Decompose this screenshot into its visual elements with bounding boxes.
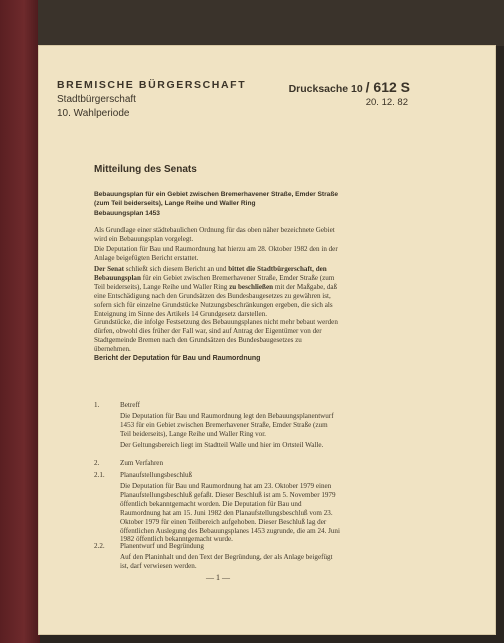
document-page xyxy=(38,45,496,635)
section-21-heading: Planaufstellungsbeschluß xyxy=(120,471,193,479)
page-number: — 1 — xyxy=(206,573,230,582)
section-1-text2: Der Geltungsbereich liegt im Stadtteil Walle und hier im Ortsteil Walle. xyxy=(120,441,324,449)
document-reference xyxy=(289,79,410,108)
section-1-number: 1. xyxy=(94,401,100,409)
section-1-text: Die Deputation für Bau und Raumordnung legt den Bebauungsplanentwurf 1453 für ein Gebiet zwischen Bremerhavener Straße, Emder Straße (zum Teil beiderseits), Lange Reihe und Waller Ring vor. xyxy=(120,412,334,438)
section-2-number: 2. xyxy=(94,459,100,467)
paragraph-3-senat: Der Senat xyxy=(94,265,125,273)
report-title: Bericht der Deputation für Bau und Raumordnung xyxy=(94,355,261,362)
section-2-heading: Zum Verfahren xyxy=(120,459,164,467)
drucksache xyxy=(289,79,410,95)
section-22-number: 2.2. xyxy=(94,542,105,550)
org-name: BREMISCHE BÜRGERSCHAFT xyxy=(57,79,247,91)
paragraph-3-request: bittet die Stadtbürgerschaft, den Bebauungsplan xyxy=(94,265,327,282)
drucksache-label: Drucksache 10 xyxy=(288,83,363,95)
org-body: Stadtbürgerschaft xyxy=(57,94,136,105)
doc-title: Mitteilung des Senats xyxy=(94,164,197,175)
document-date: 20. 12. 82 xyxy=(365,97,408,108)
section-22-text: Auf den Planinhalt und den Text der Begründung, der als Anlage beigefügt ist, darf verwiesen werden. xyxy=(120,553,333,570)
drucksache-number: / 612 S xyxy=(365,79,410,95)
paragraph-4: Grundstücke, die infolge Festsetzung des Bebauungsplanes nicht mehr bebaut werden dürfen, obwohl dies früher der Fall war, sind auf Antrag der Eigentümer von der Stadtgemeinde Bremen nach den Grundsätzen des Bundesbaugesetzes zu übernehmen. xyxy=(94,318,338,353)
binder-spine xyxy=(0,0,40,643)
paragraph-3-text-c: mit der Maßgabe, daß eine Entschädigung nach den Grundsätzen des Bundesbaugesetzes zu gewähren ist, sofern sich für einzelne Grundstücke Nutzungsbeschränkungen ergeben, die sich als Enteignung im Sinne des Artikels 14 Grundgesetz darstellen. xyxy=(94,282,338,318)
subject-block xyxy=(94,191,340,217)
paragraph-3-resolve: zu beschließen xyxy=(229,282,274,291)
period: 10. Wahlperiode xyxy=(57,108,130,119)
section-21-text: Die Deputation für Bau und Raumordnung hat am 23. Oktober 1979 einen Planaufstellungsbeschluß gefaßt. Dieser Beschluß ist am 5. November 1979 öffentlich bekanntgemacht worden. Die Deputation für Bau und Raumordnung hat am 15. Juni 1982 den Planaufstellungsbeschluß vom 23. Oktober 1979 für einen Teilbereich aufgehoben. Dieser Beschluß lag der öffentlichen Auslegung des Bebauungsplanes 1453 zugrunde, die am 24. Juni 1982 öffentlich bekanntgemacht wurde. xyxy=(120,482,340,544)
section-21-number: 2.1. xyxy=(94,471,105,479)
paragraph-3 xyxy=(94,265,340,318)
paragraph-3-text-a: schließt sich diesem Bericht an und xyxy=(124,265,229,273)
paragraph-3-text-b: für ein Gebiet zwischen Bremerhavener Straße, Emder Straße (zum Teil beiderseits), Lange Reihe und Waller Ring xyxy=(94,273,335,291)
letterhead xyxy=(57,79,246,119)
paragraph-2: Die Deputation für Bau und Raumordnung hat hierzu am 28. Oktober 1982 den in der Anlage beigefügten Bericht erstattet. xyxy=(94,245,338,262)
plan-number: Bebauungsplan 1453 xyxy=(94,210,160,218)
paragraph-1: Als Grundlage einer städtebaulichen Ordnung für das oben näher bezeichnete Gebiet wird ein Bebauungsplan vorgelegt. xyxy=(94,226,335,243)
subject-line: Bebauungsplan für ein Gebiet zwischen Bremerhavener Straße, Emder Straße (zum Teil beiderseits), Lange Reihe und Waller Ring xyxy=(94,191,339,207)
section-22-heading: Planentwurf und Begründung xyxy=(120,542,204,550)
section-1-heading: Betreff xyxy=(120,401,140,409)
background-top xyxy=(38,0,504,46)
